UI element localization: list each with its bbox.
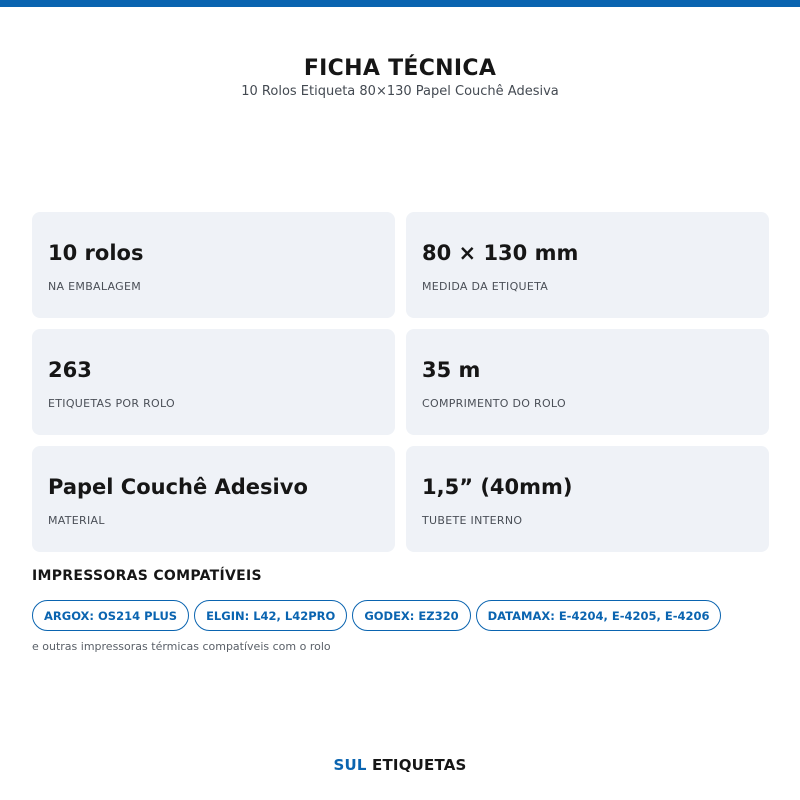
compatible-printers-section [32,567,772,654]
spec-label: COMPRIMENTO DO ROLO [422,397,566,410]
brand-footer [0,756,800,774]
spec-label: ETIQUETAS POR ROLO [48,397,175,410]
spec-value: 1,5” (40mm) [422,475,573,499]
spec-value: 10 rolos [48,241,144,265]
section-title: IMPRESSORAS COMPATÍVEIS [32,568,262,584]
page-title: FICHA TÉCNICA [303,56,497,81]
printer-chip-elgin: ELGIN: L42, L42PRO [194,600,347,631]
spec-card-size [406,212,769,318]
spec-value: Papel Couchê Adesivo [48,475,308,499]
spec-card-quantity [32,212,395,318]
printers-note: e outras impressoras térmicas compatíveis com o rolo [32,640,331,653]
spec-card-roll-length [406,329,769,435]
brand-name-part1: SUL [333,756,367,774]
printer-chip-list [32,600,772,631]
top-accent-bar [0,0,800,7]
spec-value: 263 [48,358,92,382]
spec-label: NA EMBALAGEM [48,280,142,293]
printer-chip-argox: ARGOX: OS214 PLUS [32,600,189,631]
spec-label: TUBETE INTERNO [422,514,523,527]
spec-grid [32,212,769,552]
spec-value: 80 × 130 mm [422,241,579,265]
page-header [0,55,800,100]
brand-name-part2: ETIQUETAS [372,756,467,774]
spec-card-core [406,446,769,552]
page-subtitle: 10 Rolos Etiqueta 80×130 Papel Couchê Adesiva [241,84,559,99]
spec-card-material [32,446,395,552]
spec-value: 35 m [422,358,481,382]
spec-card-labels-per-roll [32,329,395,435]
spec-label: MATERIAL [48,514,105,527]
printer-chip-godex: GODEX: EZ320 [352,600,470,631]
printer-chip-datamax: DATAMAX: E-4204, E-4205, E-4206 [476,600,722,631]
spec-label: MEDIDA DA ETIQUETA [422,280,549,293]
